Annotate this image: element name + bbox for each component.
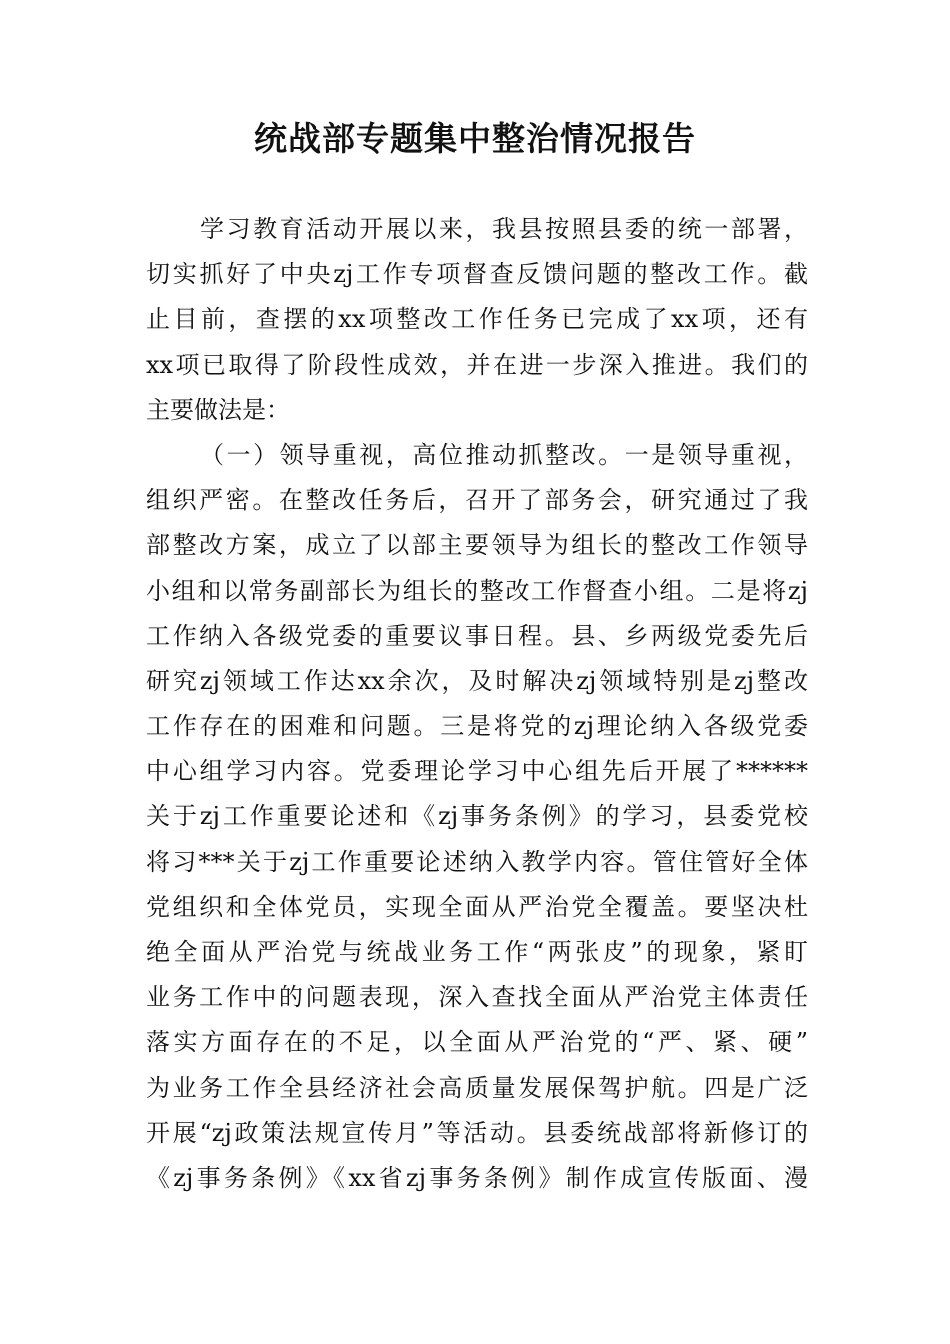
text-line: 开展“zj政策法规宣传月”等活动。县委统战部将新修订的 [146,1118,808,1147]
text-line: （一）领导重视，高位推动抓整改。一是领导重视， [200,440,808,469]
text-line: xx项已取得了阶段性成效，并在进一步深入推进。我们的 [146,350,808,379]
text-line: 党组织和全体党员，实现全面从严治党全覆盖。要坚决杜 [146,892,808,921]
text-line: 落实方面存在的不足，以全面从严治党的“严、紧、硬” [146,1028,808,1057]
text-line: 部整改方案，成立了以部主要领导为组长的整改工作领导 [146,531,808,560]
text-line: 《zj事务条例》《xx省zj事务条例》制作成宣传版面、漫 [146,1163,808,1192]
document-title: 统战部专题集中整治情况报告 [254,119,696,158]
text-line: 止目前，查摆的xx项整改工作任务已完成了xx项，还有 [146,305,808,334]
text-line: 为业务工作全县经济社会高质量发展保驾护航。四是广泛 [146,1073,808,1102]
text-line: 工作纳入各级党委的重要议事日程。县、乡两级党委先后 [146,621,808,650]
text-line: 关于zj工作重要论述和《zj事务条例》的学习，县委党校 [146,802,808,831]
text-line: 中心组学习内容。党委理论学习中心组先后开展了****** [146,757,808,786]
text-line: 主要做法是： [146,395,290,424]
text-line: 组织严密。在整改任务后，召开了部务会，研究通过了我 [146,486,808,515]
text-line: 小组和以常务副部长为组长的整改工作督查小组。二是将zj [146,576,808,605]
text-line: 学习教育活动开展以来，我县按照县委的统一部署， [200,215,808,243]
text-line: 工作存在的困难和问题。三是将党的zj理论纳入各级党委 [146,712,808,741]
text-line: 业务工作中的问题表现，深入查找全面从严治党主体责任 [146,983,808,1012]
text-line: 将习***关于zj工作重要论述纳入教学内容。管住管好全体 [146,847,808,876]
text-line: 绝全面从严治党与统战业务工作“两张皮”的现象，紧盯 [146,938,808,966]
document-body [146,207,808,1201]
text-line: 研究zj领域工作达xx余次，及时解决zj领域特别是zj整改 [146,666,808,695]
text-line: 切实抓好了中央zj工作专项督查反馈问题的整改工作。截 [146,260,808,289]
